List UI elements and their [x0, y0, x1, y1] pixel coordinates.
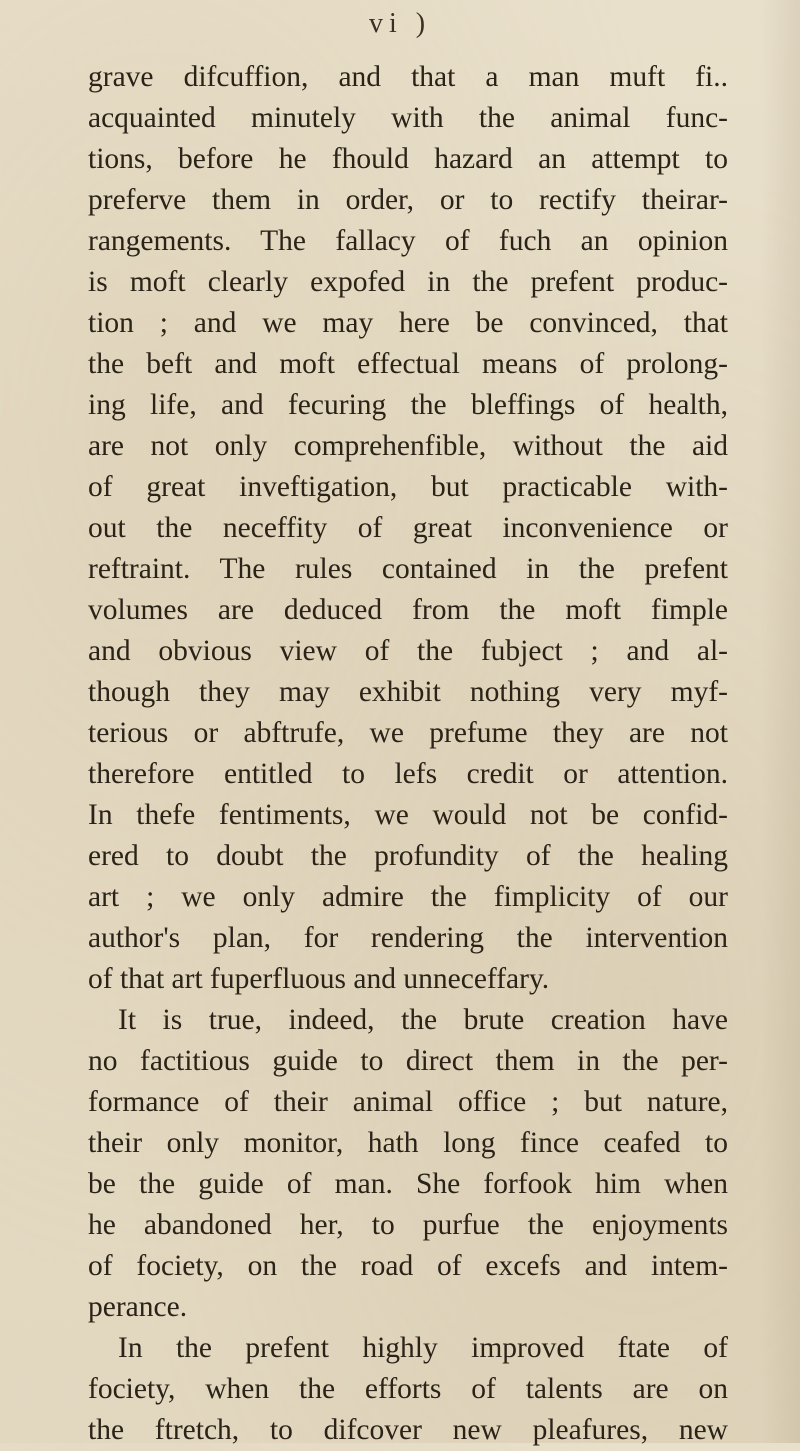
- text-line: tions, before he fhould hazard an attempt to: [88, 143, 728, 175]
- text-line: ing life, and fecuring the bleffings of health,: [88, 389, 728, 421]
- text-line: fociety, when the efforts of talents are on: [88, 1373, 728, 1405]
- text-line: tion ; and we may here be convinced, that: [88, 307, 728, 339]
- text-line: be the guide of man. She forfook him when: [88, 1168, 728, 1200]
- text-line: acquainted minutely with the animal func-: [88, 102, 728, 134]
- text-line: their only monitor, hath long fince ceafed to: [88, 1127, 728, 1159]
- text-line: reftraint. The rules contained in the prefent: [88, 553, 728, 585]
- text-line: of that art fuperfluous and unneceffary.: [88, 963, 550, 995]
- text-line: no factitious guide to direct them in the per-: [88, 1045, 728, 1077]
- text-line: are not only comprehenfible, without the aid: [88, 430, 728, 462]
- text-line: is moft clearly expofed in the prefent produc-: [88, 266, 728, 298]
- page-edge-shadow: [760, 0, 800, 1443]
- text-line: of fociety, on the road of excefs and intem-: [88, 1250, 728, 1282]
- text-line: perance.: [88, 1291, 188, 1323]
- text-line: he abandoned her, to purfue the enjoyments: [88, 1209, 728, 1241]
- text-line: terious or abftrufe, we prefume they are not: [88, 717, 728, 749]
- text-line: author's plan, for rendering the intervention: [88, 922, 728, 954]
- body-text: [88, 57, 728, 1451]
- text-line: In the prefent highly improved ftate of: [118, 1332, 728, 1364]
- text-line: out the neceffity of great inconvenience or: [88, 512, 728, 544]
- text-line: volumes are deduced from the moft fimple: [88, 594, 728, 626]
- page-number: vi ): [368, 8, 432, 39]
- text-line: though they may exhibit nothing very myf-: [88, 676, 728, 708]
- text-line: and obvious view of the fubject ; and al-: [88, 635, 728, 667]
- text-line: grave difcuffion, and that a man muft fi..: [88, 61, 728, 93]
- text-line: the ftretch, to difcover new pleafures, new: [88, 1414, 728, 1446]
- text-line: art ; we only admire the fimplicity of our: [88, 881, 728, 913]
- text-line: In thefe fentiments, we would not be confid-: [88, 799, 728, 831]
- text-line: It is true, indeed, the brute creation have: [118, 1004, 728, 1036]
- text-line: rangements. The fallacy of fuch an opinion: [88, 225, 728, 257]
- text-line: ered to doubt the profundity of the healing: [88, 840, 728, 872]
- text-line: formance of their animal office ; but nature,: [88, 1086, 728, 1118]
- text-line: of great inveftigation, but practicable with-: [88, 471, 728, 503]
- text-line: the beft and moft effectual means of prolong-: [88, 348, 728, 380]
- text-line: therefore entitled to lefs credit or attention.: [88, 758, 728, 790]
- text-line: preferve them in order, or to rectify theirar-: [88, 184, 728, 216]
